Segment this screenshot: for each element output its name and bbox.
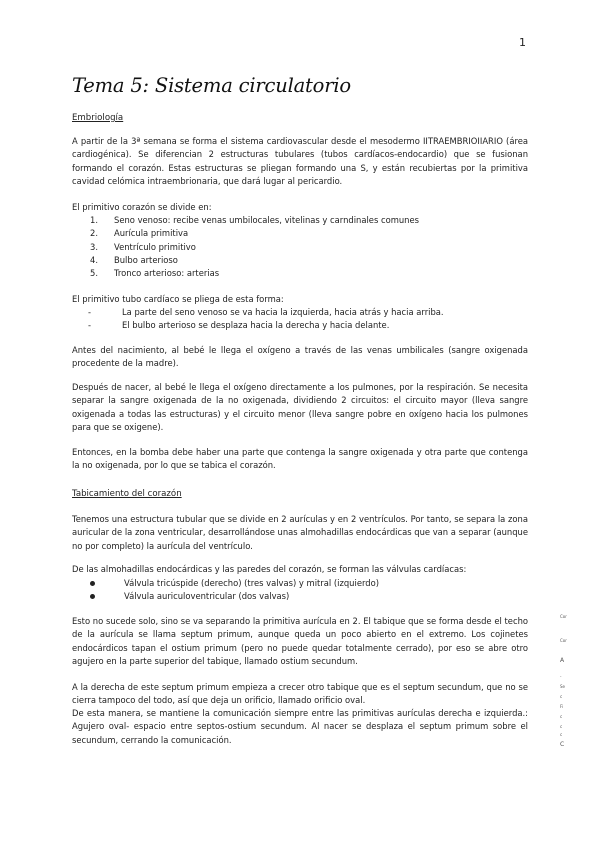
list-item [72, 254, 528, 267]
list-marker: 5. [90, 268, 98, 279]
list-item [72, 227, 528, 240]
list-marker: 1. [90, 215, 98, 225]
bulleted-list [72, 577, 528, 604]
list-marker: - [88, 320, 92, 331]
paragraph: A partir de la 3ª semana se forma el sistema cardiovascular desde el mesodermo IITRAEMBRIOIIARIO (área cardiogénica). Se diferencian 2 estructuras tubulares (tubos cardíacos-endocardio) que se fusionan formando el corazón. Estas estructuras se pliegan formando una S, y están recubiertas por la primitiva cavidad celómica intraembrionaria, que dará lugar al pericardio. [72, 136, 528, 186]
section-heading-tabicamiento: Tabicamiento del corazón [72, 489, 182, 499]
page-number: 1 [519, 36, 526, 49]
list-marker: 2. [90, 228, 98, 239]
list-marker: 3. [90, 241, 98, 252]
list-item-text: Tronco arterioso: arterias [114, 268, 220, 279]
margin-scrap: C [560, 741, 565, 748]
list-item [72, 306, 528, 319]
page-title: Tema 5: Sistema circulatorio [72, 74, 351, 97]
margin-scrap: Cor [560, 614, 567, 619]
list-item-text: Seno venoso: recibe venas umbilocales, vitelinas y carndinales comunes [114, 215, 419, 225]
list-item-text: Bulbo arterioso [114, 254, 178, 265]
paragraph: Después de nacer, al bebé le llega el oxígeno directamente a los pulmones, por la respiración. Se necesita separar la sangre oxigenada de la no oxigenada, dividiendo 2 circuitos: el circuito mayor (lleva sangre oxigenada a todas las estructuras) y el circuito menor (lleva sangre pobre en oxígeno hacia los pulmones para que se oxigene). [72, 382, 528, 432]
paragraph: De esta manera, se mantiene la comunicación siempre entre las primitivas aurículas derecha e izquierda.: Agujero oval- espacio entre septos-ostium secundum. Al nacer se desplaza el septum primum sobre el secundum, cerrando la comunicación. [72, 708, 528, 745]
list-item [72, 214, 528, 227]
list-item [72, 577, 528, 590]
numbered-list [72, 214, 528, 280]
list-intro: El primitivo corazón se divide en: [72, 202, 212, 212]
list-intro: El primitivo tubo cardíaco se pliega de esta forma: [72, 294, 284, 304]
list-item-text: Válvula auriculoventricular (dos valvas) [124, 591, 290, 602]
cropped-margin-notes [560, 612, 600, 752]
margin-scrap: c [560, 724, 563, 729]
margin-scrap: Fi [560, 704, 564, 709]
list-item-text: Aurícula primitiva [114, 228, 189, 239]
list-item-text: El bulbo arterioso se desplaza hacia la derecha y hacia delante. [122, 320, 390, 331]
paragraph: Entonces, en la bomba debe haber una parte que contenga la sangre oxigenada y otra parte que contenga la no oxigenada, por lo que se tabica el corazón. [72, 447, 528, 471]
list-item [72, 590, 528, 603]
list-item-text: La parte del seno venoso se va hacia la izquierda, hacia atrás y hacia arriba. [122, 307, 444, 317]
margin-scrap: c [560, 714, 563, 719]
paragraph: Tenemos una estructura tubular que se divide en 2 aurículas y en 2 ventrículos. Por tanto, se separa la zona auricular de la zona ventricular, desarrollándose unas almohadillas endocárdicas que van a separar (aunque no por completo) la aurícula del ventrículo. [72, 514, 529, 551]
margin-scrap: c [560, 732, 563, 737]
margin-scrap: Se [560, 684, 565, 689]
list-marker: 4. [90, 254, 98, 265]
margin-scrap: - [560, 674, 562, 679]
paragraph: Esto no sucede solo, sino se va separando la primitiva aurícula en 2. El tabique que se forma desde el techo de la aurícula se llama septum primum, aunque queda un poco abierto en el extremo. Los cojinetes endocárdicos tapan el ostium primum (pero no puede quedar totalmente cerrado), por eso se abre otro agujero en la parte superior del tabique, llamado ostium secundum. [72, 616, 528, 666]
list-item-text: Ventrículo primitivo [114, 241, 196, 252]
list-item-text: Válvula tricúspide (derecho) (tres valvas) y mitral (izquierdo) [124, 578, 379, 588]
list-item [72, 319, 528, 332]
paragraph: Antes del nacimiento, al bebé le llega el oxígeno a través de las venas umbilicales (sangre oxigenada procedente de la madre). [72, 345, 528, 369]
list-item [72, 241, 528, 254]
dashed-list [72, 306, 528, 333]
bullet-icon [90, 594, 95, 599]
bullet-icon [90, 581, 95, 586]
margin-scrap: Cor [560, 638, 567, 643]
margin-scrap: c [560, 694, 563, 699]
list-item [72, 267, 528, 280]
margin-scrap: A [560, 657, 565, 664]
list-marker: - [88, 307, 92, 317]
paragraph: A la derecha de este septum primum empieza a crecer otro tabique que es el septum secundum, que no se cierra tampoco del todo, así que deja un orificio, llamado orificio oval. [72, 682, 528, 706]
list-intro: De las almohadillas endocárdicas y las paredes del corazón, se forman las válvulas cardíacas: [72, 564, 467, 574]
section-heading-embriologia: Embriología [72, 113, 124, 123]
